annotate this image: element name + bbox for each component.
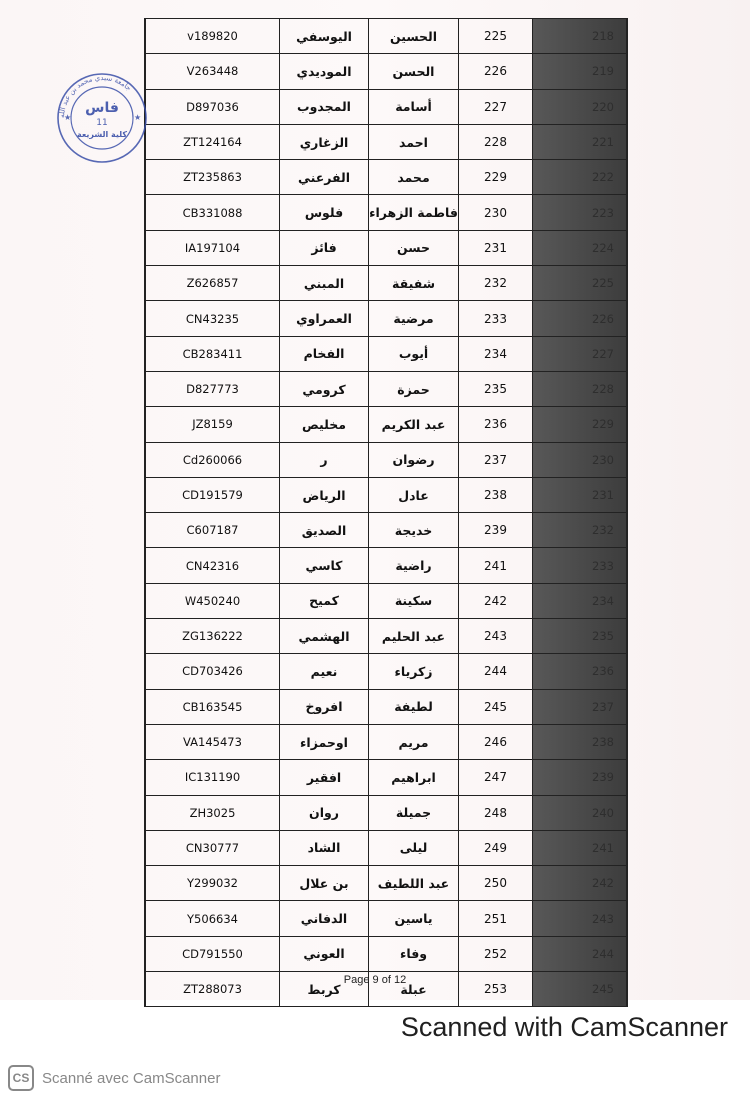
- table-row: [146, 795, 626, 830]
- rank-cell: 226: [533, 301, 626, 335]
- page-number: Page 9 of 12: [343, 974, 407, 986]
- rank-cell: 232: [533, 513, 626, 547]
- id-cell: W450240: [146, 584, 280, 618]
- table-row: [146, 265, 626, 300]
- first-name-cell: الحسن: [369, 54, 459, 88]
- number-cell: 231: [459, 231, 533, 265]
- table-row: [146, 442, 626, 477]
- id-cell: CN30777: [146, 831, 280, 865]
- rank-cell: 228: [533, 372, 626, 406]
- number-cell: 234: [459, 337, 533, 371]
- id-cell: Cd260066: [146, 443, 280, 477]
- first-name-cell: ياسين: [369, 901, 459, 935]
- last-name-cell: الزغاري: [280, 125, 369, 159]
- table-row: [146, 406, 626, 441]
- id-cell: CB163545: [146, 690, 280, 724]
- stamp-ring-text: جامعة سيدي محمد بن عبد الله: [57, 73, 133, 119]
- first-name-cell: احمد: [369, 125, 459, 159]
- number-cell: 233: [459, 301, 533, 335]
- last-name-cell: كميح: [280, 584, 369, 618]
- stamp-number: 11: [96, 118, 108, 128]
- last-name-cell: الدفاني: [280, 901, 369, 935]
- id-cell: ZT235863: [146, 160, 280, 194]
- last-name-cell: المجدوب: [280, 90, 369, 124]
- first-name-cell: سكينة: [369, 584, 459, 618]
- last-name-cell: نعيم: [280, 654, 369, 688]
- rank-cell: 241: [533, 831, 626, 865]
- last-name-cell: المبني: [280, 266, 369, 300]
- number-cell: 241: [459, 548, 533, 582]
- stamp-faculty: كلية الشريعة: [76, 130, 128, 139]
- first-name-cell: ليلى: [369, 831, 459, 865]
- number-cell: 225: [459, 19, 533, 53]
- rank-cell: 236: [533, 654, 626, 688]
- number-cell: 251: [459, 901, 533, 935]
- rank-cell: 224: [533, 231, 626, 265]
- id-cell: CN43235: [146, 301, 280, 335]
- id-cell: CB331088: [146, 195, 280, 229]
- last-name-cell: مخليص: [280, 407, 369, 441]
- number-cell: 226: [459, 54, 533, 88]
- table-row: [146, 830, 626, 865]
- table-row: [146, 724, 626, 759]
- first-name-cell: عبد الحليم: [369, 619, 459, 653]
- rank-cell: 244: [533, 937, 626, 971]
- table-row: [146, 900, 626, 935]
- id-cell: CN42316: [146, 548, 280, 582]
- last-name-cell: فلوس: [280, 195, 369, 229]
- first-name-cell: أسامة: [369, 90, 459, 124]
- camscanner-bar-text: Scanné avec CamScanner: [42, 1069, 221, 1087]
- table-row: [146, 865, 626, 900]
- camscanner-bar: [8, 1065, 220, 1091]
- table-row: [146, 53, 626, 88]
- id-cell: v189820: [146, 19, 280, 53]
- first-name-cell: الحسين: [369, 19, 459, 53]
- id-cell: C607187: [146, 513, 280, 547]
- first-name-cell: عبد الكريم: [369, 407, 459, 441]
- table-row: [146, 89, 626, 124]
- number-cell: 248: [459, 796, 533, 830]
- number-cell: 229: [459, 160, 533, 194]
- rank-cell: 239: [533, 760, 626, 794]
- number-cell: 230: [459, 195, 533, 229]
- id-cell: ZH3025: [146, 796, 280, 830]
- id-cell: ZG136222: [146, 619, 280, 653]
- number-cell: 243: [459, 619, 533, 653]
- table-row: [146, 759, 626, 794]
- first-name-cell: مريم: [369, 725, 459, 759]
- first-name-cell: حسن: [369, 231, 459, 265]
- first-name-cell: حمزة: [369, 372, 459, 406]
- table-row: [146, 230, 626, 265]
- last-name-cell: كاسي: [280, 548, 369, 582]
- rank-cell: 230: [533, 443, 626, 477]
- stamp-star-icon: ★: [134, 113, 142, 122]
- id-cell: CB283411: [146, 337, 280, 371]
- number-cell: 239: [459, 513, 533, 547]
- table-row: [146, 653, 626, 688]
- first-name-cell: أيوب: [369, 337, 459, 371]
- id-cell: IC131190: [146, 760, 280, 794]
- number-cell: 252: [459, 937, 533, 971]
- rank-cell: 242: [533, 866, 626, 900]
- id-cell: V263448: [146, 54, 280, 88]
- last-name-cell: افروخ: [280, 690, 369, 724]
- rank-cell: 223: [533, 195, 626, 229]
- rank-cell: 231: [533, 478, 626, 512]
- number-cell: 246: [459, 725, 533, 759]
- first-name-cell: مرضية: [369, 301, 459, 335]
- last-name-cell: الرياض: [280, 478, 369, 512]
- first-name-cell: لطيفة: [369, 690, 459, 724]
- last-name-cell: الهشمي: [280, 619, 369, 653]
- rank-cell: 233: [533, 548, 626, 582]
- id-cell: CD791550: [146, 937, 280, 971]
- number-cell: 249: [459, 831, 533, 865]
- first-name-cell: وفاء: [369, 937, 459, 971]
- last-name-cell: روان: [280, 796, 369, 830]
- table-row: [146, 336, 626, 371]
- first-name-cell: ابراهيم: [369, 760, 459, 794]
- last-name-cell: اوحمزاء: [280, 725, 369, 759]
- number-cell: 232: [459, 266, 533, 300]
- table-row: [146, 477, 626, 512]
- table-row: [146, 689, 626, 724]
- id-cell: IA197104: [146, 231, 280, 265]
- first-name-cell: زكرياء: [369, 654, 459, 688]
- id-cell: VA145473: [146, 725, 280, 759]
- camscanner-logo-icon: CS: [8, 1065, 34, 1091]
- id-cell: Z626857: [146, 266, 280, 300]
- table-row: [146, 936, 626, 971]
- number-cell: 228: [459, 125, 533, 159]
- table-row: [146, 547, 626, 582]
- rank-cell: 218: [533, 19, 626, 53]
- last-name-cell: افقير: [280, 760, 369, 794]
- number-cell: 242: [459, 584, 533, 618]
- rank-cell: 229: [533, 407, 626, 441]
- number-cell: 236: [459, 407, 533, 441]
- number-cell: 244: [459, 654, 533, 688]
- id-cell: Y506634: [146, 901, 280, 935]
- last-name-cell: الشاد: [280, 831, 369, 865]
- last-name-cell: العمراوي: [280, 301, 369, 335]
- rank-cell: 225: [533, 266, 626, 300]
- table-row: [146, 124, 626, 159]
- last-name-cell: كربط: [280, 972, 369, 1006]
- rank-cell: 240: [533, 796, 626, 830]
- number-cell: 247: [459, 760, 533, 794]
- scanned-with-watermark: Scanned with CamScanner: [400, 1012, 728, 1042]
- first-name-cell: راضية: [369, 548, 459, 582]
- rank-cell: 219: [533, 54, 626, 88]
- number-cell: 237: [459, 443, 533, 477]
- stamp-city: فاس: [85, 100, 119, 116]
- last-name-cell: العوني: [280, 937, 369, 971]
- number-cell: 235: [459, 372, 533, 406]
- last-name-cell: الموديدي: [280, 54, 369, 88]
- rank-cell: 243: [533, 901, 626, 935]
- first-name-cell: عبد اللطيف: [369, 866, 459, 900]
- rank-cell: 234: [533, 584, 626, 618]
- first-name-cell: جميلة: [369, 796, 459, 830]
- rank-cell: 238: [533, 725, 626, 759]
- last-name-cell: فائز: [280, 231, 369, 265]
- last-name-cell: اليوسفي: [280, 19, 369, 53]
- rank-cell: 220: [533, 90, 626, 124]
- number-cell: 253: [459, 972, 533, 1006]
- table-row: [146, 371, 626, 406]
- first-name-cell: شفيقة: [369, 266, 459, 300]
- id-cell: ZT124164: [146, 125, 280, 159]
- table-row: [146, 512, 626, 547]
- id-cell: D827773: [146, 372, 280, 406]
- number-cell: 227: [459, 90, 533, 124]
- table-row: [146, 583, 626, 618]
- first-name-cell: محمد: [369, 160, 459, 194]
- table-row: [146, 18, 626, 53]
- last-name-cell: الصديق: [280, 513, 369, 547]
- first-name-cell: رضوان: [369, 443, 459, 477]
- last-name-cell: الفرعني: [280, 160, 369, 194]
- table-row: [146, 300, 626, 335]
- id-cell: D897036: [146, 90, 280, 124]
- last-name-cell: كرومي: [280, 372, 369, 406]
- id-cell: CD191579: [146, 478, 280, 512]
- number-cell: 245: [459, 690, 533, 724]
- rank-cell: 221: [533, 125, 626, 159]
- rank-cell: 227: [533, 337, 626, 371]
- first-name-cell: فاطمة الزهراء: [369, 195, 459, 229]
- last-name-cell: بن علال: [280, 866, 369, 900]
- students-table: [144, 18, 628, 1007]
- rank-cell: 245: [533, 972, 626, 1006]
- id-cell: CD703426: [146, 654, 280, 688]
- first-name-cell: عبلة: [369, 972, 459, 1006]
- rank-cell: 222: [533, 160, 626, 194]
- id-cell: JZ8159: [146, 407, 280, 441]
- last-name-cell: ر: [280, 443, 369, 477]
- rank-cell: 237: [533, 690, 626, 724]
- stamp-star-icon: ★: [64, 113, 72, 122]
- number-cell: 250: [459, 866, 533, 900]
- rank-cell: 235: [533, 619, 626, 653]
- number-cell: 238: [459, 478, 533, 512]
- first-name-cell: عادل: [369, 478, 459, 512]
- table-row: [146, 159, 626, 194]
- table-row: [146, 618, 626, 653]
- faculty-stamp: [54, 70, 150, 166]
- id-cell: Y299032: [146, 866, 280, 900]
- table-row: [146, 194, 626, 229]
- id-cell: ZT288073: [146, 972, 280, 1006]
- last-name-cell: الفخام: [280, 337, 369, 371]
- first-name-cell: خديجة: [369, 513, 459, 547]
